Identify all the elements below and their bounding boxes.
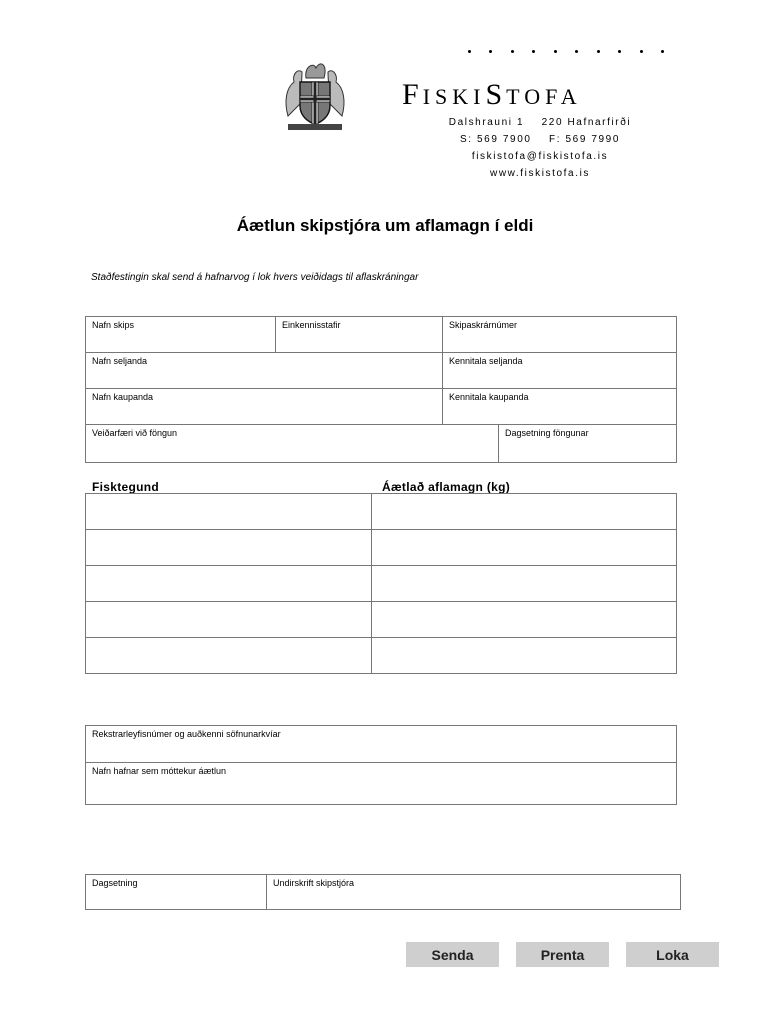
kennitala-seljanda-label: Kennitala seljanda — [449, 356, 523, 366]
species-input-row-3[interactable] — [86, 566, 371, 601]
aflamagn-column-header: Áætlað aflamagn (kg) — [382, 480, 511, 494]
nafn-hafnar-field[interactable] — [86, 763, 676, 804]
amount-input-row-5[interactable] — [372, 638, 676, 673]
close-button[interactable]: Loka — [626, 942, 719, 967]
veidarfaeri-field[interactable] — [86, 425, 498, 462]
amount-input-row-3[interactable] — [372, 566, 676, 601]
dagsetning-label: Dagsetning — [92, 878, 138, 888]
header-website: www.fiskistofa.is — [490, 168, 590, 179]
nafn-skips-label: Nafn skips — [92, 320, 135, 330]
send-button[interactable]: Senda — [406, 942, 499, 967]
nafn-seljanda-field[interactable] — [86, 353, 442, 388]
undirskrift-field[interactable] — [267, 875, 680, 909]
kennitala-seljanda-field[interactable] — [443, 353, 676, 388]
amount-input-row-4[interactable] — [372, 602, 676, 637]
species-input-row-2[interactable] — [86, 530, 371, 565]
brand-name: FISKISTOFA — [402, 78, 582, 111]
skipaskrarnumer-field[interactable] — [443, 317, 676, 352]
page-title: Áætlun skipstjóra um aflamagn í eldi — [236, 216, 534, 235]
species-input-row-4[interactable] — [86, 602, 371, 637]
dagsetning-fongunar-field[interactable] — [499, 425, 676, 462]
nafn-hafnar-label: Nafn hafnar sem móttekur áætlun — [92, 766, 227, 776]
header-email: fiskistofa@fiskistofa.is — [471, 151, 609, 162]
nafn-seljanda-label: Nafn seljanda — [92, 356, 148, 366]
kennitala-kaupanda-label: Kennitala kaupanda — [449, 392, 529, 402]
veidarfaeri-label: Veiðarfæri við föngun — [92, 428, 178, 438]
header-address: Dalshrauni 1 220 Hafnarfirði — [448, 117, 632, 128]
dagsetning-fongunar-label: Dagsetning föngunar — [505, 428, 589, 438]
skipaskrarnumer-label: Skipaskrárnúmer — [449, 320, 518, 330]
print-button[interactable]: Prenta — [516, 942, 609, 967]
einkennisstafir-field[interactable] — [276, 317, 442, 352]
species-input-row-1[interactable] — [86, 494, 371, 529]
species-input-row-5[interactable] — [86, 638, 371, 673]
nafn-kaupanda-label: Nafn kaupanda — [92, 392, 154, 402]
dagsetning-field[interactable] — [86, 875, 266, 909]
coat-of-arms-logo — [280, 58, 350, 134]
header-phone: S: 569 7900 F: 569 7990 — [459, 134, 621, 145]
nafn-kaupanda-field[interactable] — [86, 389, 442, 424]
amount-input-row-2[interactable] — [372, 530, 676, 565]
rekstrarleyfi-label: Rekstrarleyfisnúmer og auðkenni söfnunarkvíar — [92, 729, 281, 739]
undirskrift-label: Undirskrift skipstjóra — [273, 878, 355, 888]
header-dots-decoration — [468, 50, 664, 62]
page-subtitle: Staðfestingin skal send á hafnarvog í lok hvers veiðidags til aflaskráningar — [91, 272, 419, 283]
rekstrarleyfi-field[interactable] — [86, 726, 676, 762]
fisktegund-column-header: Fisktegund — [92, 480, 160, 494]
kennitala-kaupanda-field[interactable] — [443, 389, 676, 424]
nafn-skips-field[interactable] — [86, 317, 275, 352]
amount-input-row-1[interactable] — [372, 494, 676, 529]
einkennisstafir-label: Einkennisstafir — [282, 320, 341, 330]
